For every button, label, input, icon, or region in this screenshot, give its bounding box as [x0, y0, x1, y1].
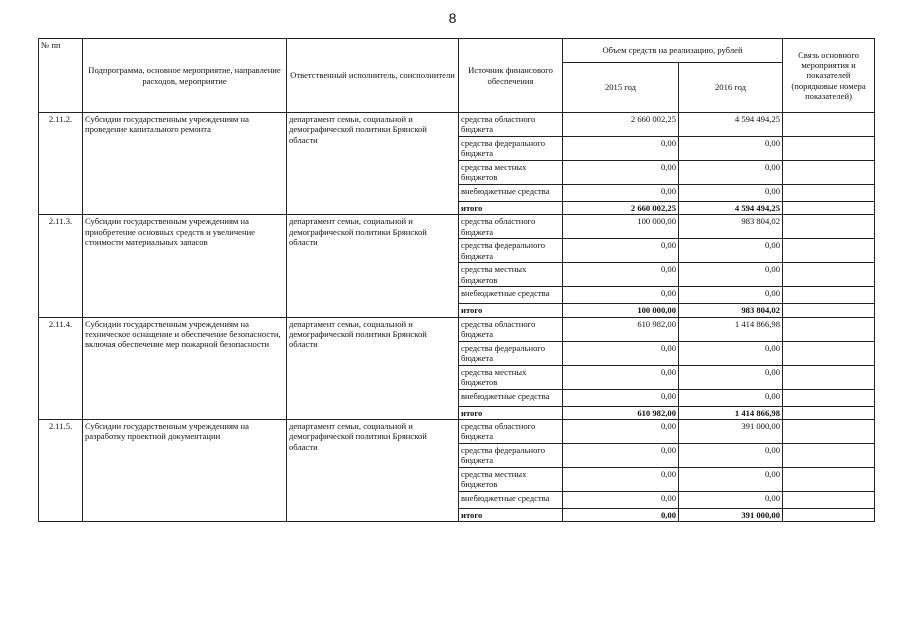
table-row	[39, 317, 875, 341]
amount-2016: 0,00	[679, 491, 783, 508]
amount-2015: 0,00	[563, 287, 679, 304]
budget-table	[38, 38, 875, 522]
total-label: итого	[459, 202, 563, 215]
funding-source: средства федерального бюджета	[459, 239, 563, 263]
link-cell	[783, 467, 875, 491]
amount-2015: 0,00	[563, 185, 679, 202]
table-row	[39, 215, 875, 239]
item-executor: департамент семьи, социальной и демографической политики Брянской области	[287, 215, 459, 317]
item-name: Субсидии государственным учреждениям на приобретение основных средств и увеличение стоимости материальных запасов	[83, 215, 287, 317]
link-cell	[783, 161, 875, 185]
total-label: итого	[459, 508, 563, 521]
amount-2016: 0,00	[679, 467, 783, 491]
total-2016: 4 594 494,25	[679, 202, 783, 215]
link-cell	[783, 341, 875, 365]
link-cell	[783, 304, 875, 317]
link-cell	[783, 215, 875, 239]
link-cell	[783, 389, 875, 406]
total-2015: 0,00	[563, 508, 679, 521]
amount-2016: 0,00	[679, 287, 783, 304]
link-cell	[783, 137, 875, 161]
header-source: Источник финансового обеспечения	[459, 39, 563, 113]
amount-2016: 0,00	[679, 443, 783, 467]
total-2015: 610 982,00	[563, 406, 679, 419]
funding-source: средства областного бюджета	[459, 215, 563, 239]
link-cell	[783, 113, 875, 137]
amount-2016: 4 594 494,25	[679, 113, 783, 137]
funding-source: средства областного бюджета	[459, 317, 563, 341]
amount-2015: 610 982,00	[563, 317, 679, 341]
total-label: итого	[459, 406, 563, 419]
link-cell	[783, 406, 875, 419]
item-name: Субсидии государственным учреждениям на разработку проектной документации	[83, 419, 287, 521]
funding-source: внебюджетные средства	[459, 287, 563, 304]
link-cell	[783, 185, 875, 202]
total-2015: 100 000,00	[563, 304, 679, 317]
amount-2016: 0,00	[679, 365, 783, 389]
amount-2016: 0,00	[679, 137, 783, 161]
amount-2016: 1 414 866,98	[679, 317, 783, 341]
link-cell	[783, 491, 875, 508]
funding-source: средства местных бюджетов	[459, 263, 563, 287]
amount-2016: 0,00	[679, 239, 783, 263]
funding-source: средства федерального бюджета	[459, 137, 563, 161]
header-volume: Объем средств на реализацию, рублей	[563, 39, 783, 63]
funding-source: внебюджетные средства	[459, 491, 563, 508]
amount-2015: 0,00	[563, 263, 679, 287]
amount-2015: 0,00	[563, 467, 679, 491]
funding-source: средства местных бюджетов	[459, 365, 563, 389]
header-name: Подпрограмма, основное мероприятие, направление расходов, мероприятие	[83, 39, 287, 113]
item-name: Субсидии государственным учреждениям на техническое оснащение и обеспечение безопасности, включая обеспечение мер пожарной безопасности	[83, 317, 287, 419]
funding-source: внебюджетные средства	[459, 389, 563, 406]
link-cell	[783, 508, 875, 521]
amount-2015: 0,00	[563, 491, 679, 508]
amount-2015: 0,00	[563, 389, 679, 406]
amount-2015: 0,00	[563, 239, 679, 263]
link-cell	[783, 263, 875, 287]
item-executor: департамент семьи, социальной и демографической политики Брянской области	[287, 317, 459, 419]
link-cell	[783, 365, 875, 389]
link-cell	[783, 419, 875, 443]
total-2016: 983 804,02	[679, 304, 783, 317]
table-row	[39, 113, 875, 137]
funding-source: внебюджетные средства	[459, 185, 563, 202]
amount-2015: 2 660 002,25	[563, 113, 679, 137]
item-code: 2.11.5.	[39, 419, 83, 521]
total-2015: 2 660 002,25	[563, 202, 679, 215]
header-link: Связь основного мероприятия и показателей (порядковые номера показателей)	[783, 39, 875, 113]
header-num: № пп	[39, 39, 83, 113]
total-2016: 391 000,00	[679, 508, 783, 521]
header-row-top	[39, 39, 875, 63]
item-executor: департамент семьи, социальной и демографической политики Брянской области	[287, 419, 459, 521]
amount-2015: 100 000,00	[563, 215, 679, 239]
amount-2016: 391 000,00	[679, 419, 783, 443]
item-name: Субсидии государственным учреждениям на проведение капитального ремонта	[83, 113, 287, 215]
amount-2016: 0,00	[679, 185, 783, 202]
amount-2016: 0,00	[679, 389, 783, 406]
amount-2016: 983 804,02	[679, 215, 783, 239]
funding-source: средства областного бюджета	[459, 113, 563, 137]
funding-source: средства федерального бюджета	[459, 443, 563, 467]
funding-source: средства местных бюджетов	[459, 467, 563, 491]
item-executor: департамент семьи, социальной и демографической политики Брянской области	[287, 113, 459, 215]
page-number: 8	[448, 10, 457, 26]
link-cell	[783, 239, 875, 263]
header-executor: Ответственный исполнитель, соисполнители	[287, 39, 459, 113]
amount-2015: 0,00	[563, 137, 679, 161]
total-label: итого	[459, 304, 563, 317]
total-2016: 1 414 866,98	[679, 406, 783, 419]
link-cell	[783, 287, 875, 304]
amount-2016: 0,00	[679, 263, 783, 287]
table-body	[39, 113, 875, 522]
header-2015: 2015 год	[563, 63, 679, 113]
link-cell	[783, 202, 875, 215]
amount-2015: 0,00	[563, 161, 679, 185]
table-row	[39, 419, 875, 443]
funding-source: средства областного бюджета	[459, 419, 563, 443]
header-2016: 2016 год	[679, 63, 783, 113]
item-code: 2.11.4.	[39, 317, 83, 419]
amount-2015: 0,00	[563, 419, 679, 443]
item-code: 2.11.2.	[39, 113, 83, 215]
amount-2015: 0,00	[563, 443, 679, 467]
amount-2015: 0,00	[563, 341, 679, 365]
funding-source: средства федерального бюджета	[459, 341, 563, 365]
link-cell	[783, 443, 875, 467]
amount-2016: 0,00	[679, 341, 783, 365]
amount-2016: 0,00	[679, 161, 783, 185]
amount-2015: 0,00	[563, 365, 679, 389]
link-cell	[783, 317, 875, 341]
item-code: 2.11.3.	[39, 215, 83, 317]
funding-source: средства местных бюджетов	[459, 161, 563, 185]
